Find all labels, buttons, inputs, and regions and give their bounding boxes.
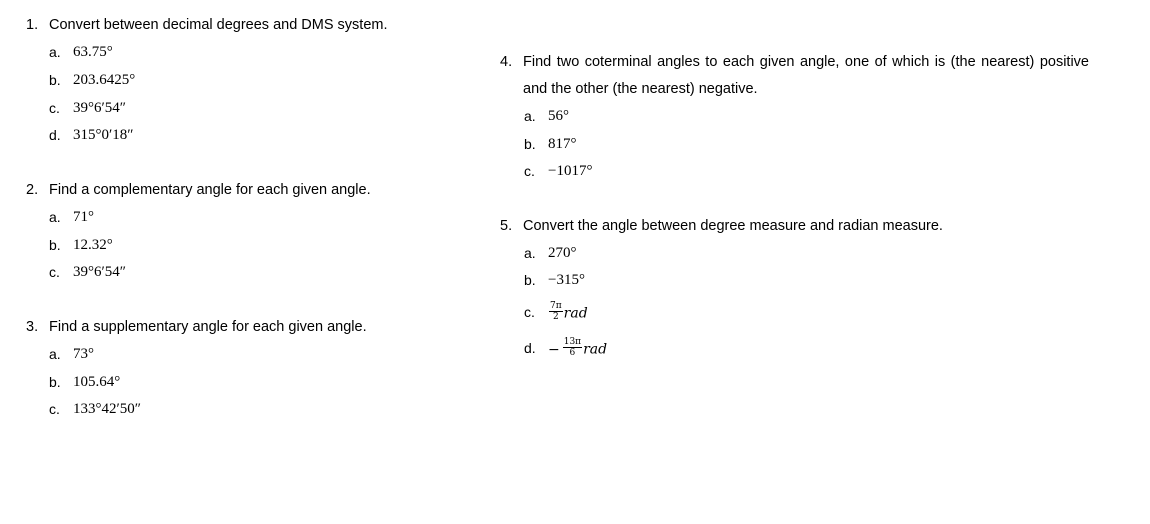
- item-value: 817°: [548, 136, 577, 152]
- item-label: c.: [524, 163, 535, 179]
- item-value: 39°6′54″: [73, 100, 127, 116]
- question-number: 1.: [26, 17, 39, 33]
- item-value: [548, 339, 607, 360]
- item-value: [548, 303, 588, 324]
- item-label: c.: [49, 264, 60, 280]
- item-label: b.: [49, 72, 61, 88]
- question-text: Find a complementary angle for each given angle.: [49, 182, 371, 198]
- item-label: b.: [524, 136, 536, 152]
- question-number: 5.: [500, 218, 513, 234]
- item-value: 71°: [73, 209, 94, 225]
- fraction-numerator: 7π: [550, 301, 562, 311]
- item-value: 12.32°: [73, 237, 113, 253]
- item-label: b.: [49, 237, 61, 253]
- item-label: d.: [524, 340, 536, 356]
- item-label: a.: [49, 44, 61, 60]
- item-value: 203.6425°: [73, 72, 136, 88]
- item-label: b.: [524, 272, 536, 288]
- item-value: 315°0′18″: [73, 127, 134, 143]
- question-number: 2.: [26, 182, 39, 198]
- question-number: 4.: [500, 54, 513, 70]
- item-value: −315°: [548, 272, 585, 288]
- item-value: 133°42′50″: [73, 401, 142, 417]
- item-value: 270°: [548, 245, 577, 261]
- item-label: c.: [524, 304, 535, 320]
- question-text: Find a supplementary angle for each given angle.: [49, 319, 367, 335]
- item-value: 39°6′54″: [73, 264, 127, 280]
- item-label: c.: [49, 401, 60, 417]
- item-value: 56°: [548, 108, 569, 124]
- question-text: Find two coterminal angles to each given angle, one of which is (the nearest) positive and the other (the nearest) negative.: [523, 54, 1089, 97]
- item-label: c.: [49, 100, 60, 116]
- item-label: a.: [524, 245, 536, 261]
- unit-rad: rad: [583, 341, 608, 358]
- question-number: 3.: [26, 319, 39, 335]
- fraction-denominator: 2: [552, 312, 559, 322]
- item-label: b.: [49, 374, 61, 390]
- item-value: −1017°: [548, 163, 593, 179]
- fraction-numerator: 13π: [563, 337, 582, 347]
- fraction-denominator: 6: [569, 348, 576, 358]
- question-text: Convert the angle between degree measure and radian measure.: [523, 218, 943, 234]
- minus-sign: −: [548, 341, 560, 358]
- item-label: a.: [524, 108, 536, 124]
- fraction: [563, 337, 582, 358]
- item-label: d.: [49, 127, 61, 143]
- unit-rad: rad: [563, 305, 588, 322]
- fraction: [549, 301, 563, 322]
- item-label: a.: [49, 346, 61, 362]
- item-value: 63.75°: [73, 44, 113, 60]
- item-label: a.: [49, 209, 61, 225]
- item-value: 105.64°: [73, 374, 121, 390]
- question-text: Convert between decimal degrees and DMS system.: [49, 17, 388, 33]
- item-value: 73°: [73, 346, 94, 362]
